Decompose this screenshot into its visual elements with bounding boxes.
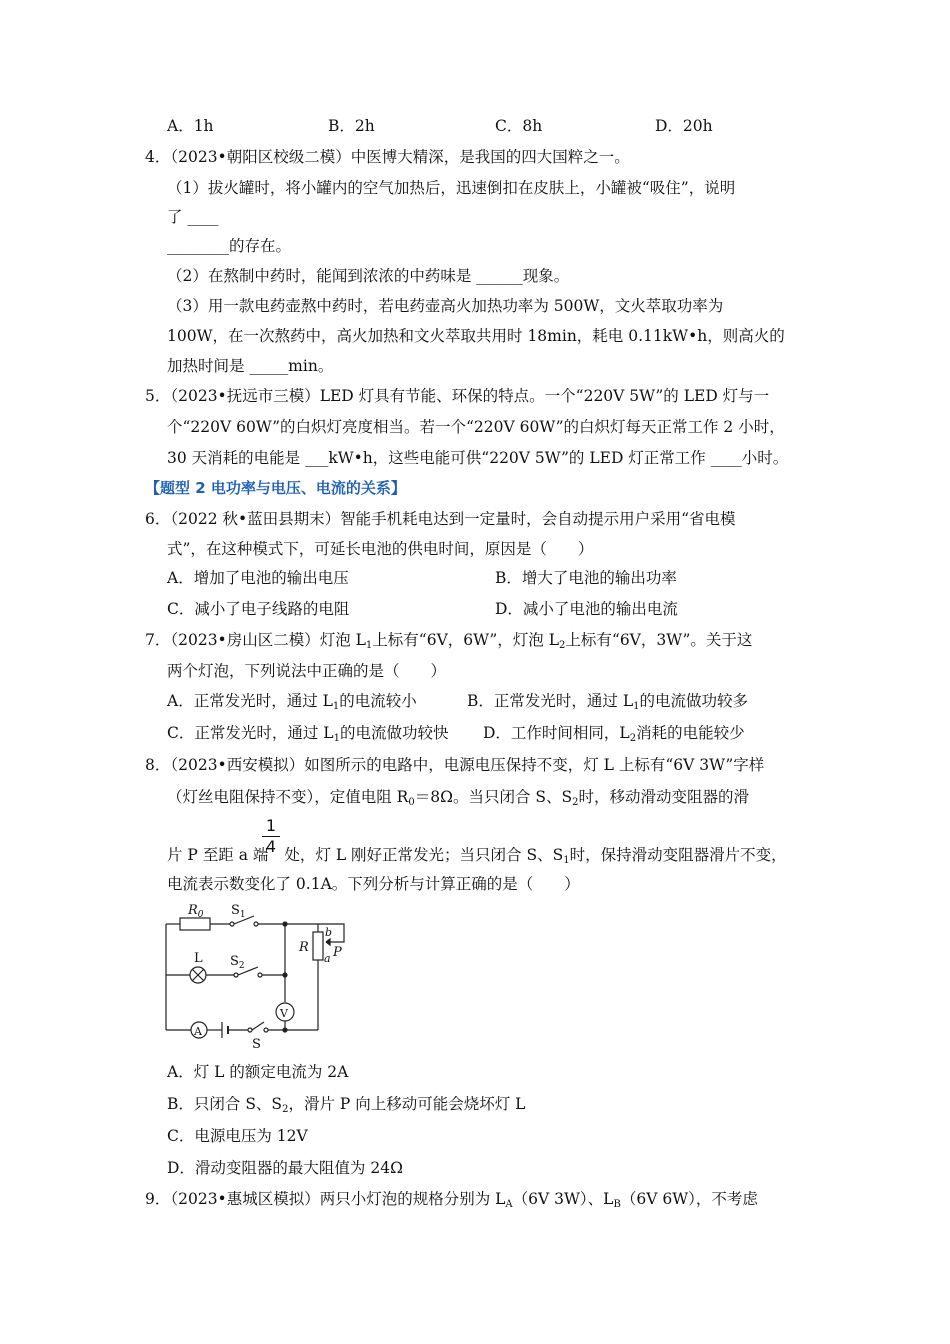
junction-dot [283, 973, 287, 977]
switch-s1-contact [254, 922, 258, 926]
q7-option-b: B．正常发光时，通过 $L_1$的电流做功较多 [467, 692, 749, 712]
label-b: b [325, 926, 333, 939]
q4-part1-line3: ________的存在。 [167, 237, 292, 255]
label-a: a [324, 952, 331, 965]
q6-option-d: D．减小了电池的输出电流 [495, 600, 678, 618]
q3-option-a: A．1h [167, 117, 214, 135]
q5-line1: 5．（2023•抚远市三模）LED 灯具有节能、环保的特点。一个“220V 5W”的 LED 灯与一 [145, 387, 770, 405]
label-s2: $S_2$ [230, 954, 245, 971]
q7-option-a: A．正常发光时，通过 $L_1$的电流较小 [167, 692, 417, 712]
switch-s2-contact [234, 973, 238, 977]
q3-option-b: B．2h [328, 117, 375, 135]
q3-option-d: D．20h [655, 117, 713, 135]
q6-line1: 6．（2022 秋•蓝田县期末）智能手机耗电达到一定量时，会自动提示用户采用“省电模 [145, 510, 736, 528]
switch-s1-contact [230, 922, 234, 926]
q8-option-a: A．灯 L 的额定电流为 2A [167, 1063, 349, 1081]
rheostat-r [313, 932, 323, 960]
label-s1: $S_1$ [231, 903, 246, 920]
fraction-denominator: 4 [265, 837, 277, 856]
label-a-meter: A [194, 1025, 202, 1038]
q7-line1: 7．（2023•房山区二模）灯泡 $L_1$上标有“6V，6W”，灯泡 $L_2$上标有“6V，3W”。关于这 [145, 631, 753, 651]
q8-line1: 8．（2023•西安模拟）如图所示的电路中，电源电压保持不变，灯 L 上标有“6V 3W”字样 [145, 756, 765, 774]
q8-option-c: C．电源电压为 12V [167, 1127, 308, 1145]
q7-option-d: D．工作时间相同，$L_2$消耗的电能较少 [483, 724, 745, 744]
q7-line2: 两个灯泡，下列说法中正确的是（ ） [167, 662, 447, 680]
label-r: R [299, 940, 309, 955]
q7-option-c: C．正常发光时，通过 $L_1$的电流做功较快 [167, 724, 449, 744]
q6-option-b: B．增大了电池的输出功率 [495, 569, 677, 587]
label-p: P [333, 945, 342, 960]
q4-part3-line3: 加热时间是 _____min。 [167, 357, 334, 375]
slider-arrow [326, 939, 330, 945]
q4-stem: 4．（2023•朝阳区校级二模）中医博大精深，是我国的四大国粹之一。 [145, 148, 630, 166]
switch-s2-contact [258, 973, 262, 977]
q4-part3-line2: 100W，在一次熬药中，高火加热和文火萃取共用时 18min，耗电 0.11kW•h，则高火的 [167, 327, 785, 345]
section-heading: 【题型 2 电功率与电压、电流的关系】 [145, 479, 406, 497]
label-s: S [252, 1037, 261, 1050]
q4-part2: （2）在熬制中药时，能闻到浓浓的中药味是 ______现象。 [167, 267, 570, 285]
q5-line2: 个“220V 60W”的白炽灯亮度相当。若一个“220V 60W”的白炽灯每天正常工作 2 小时， [167, 418, 785, 436]
switch-s-blade [252, 1022, 264, 1030]
switch-s-contact [248, 1028, 252, 1032]
fraction-numerator: 1 [265, 816, 277, 835]
q6-option-a: A．增加了电池的输出电压 [167, 569, 349, 587]
q6-option-c: C．减小了电子线路的电阻 [167, 600, 350, 618]
q8-line3: 片 P 至距 a 端 处，灯 L 刚好正常发光；当只闭合 S、$S_1$时，保持滑动变阻器滑片不变， [167, 846, 787, 866]
q8-line4: 电流表示数变化了 0.1A。下列分析与计算正确的是（ ） [167, 875, 580, 893]
q6-line2: 式”，在这种模式下，可延长电池的供电时间，原因是（ ） [167, 540, 594, 558]
switch-s-contact [264, 1028, 268, 1032]
q3-option-c: C．8h [495, 117, 543, 135]
q8-option-b: B．只闭合 S、$S_2$，滑片 P 向上移动可能会烧坏灯 L [167, 1095, 526, 1115]
q8-line2: （灯丝电阻保持不变），定值电阻 $R_0=8\Omega$。当只闭合 S、$S_2$时，移动滑动变阻器的滑 [167, 788, 750, 808]
q4-part1-line1: （1）拔火罐时，将小罐内的空气加热后，迅速倒扣在皮肤上，小罐被“吸住”，说明 [167, 179, 736, 197]
q4-part3-line1: （3）用一款电药壶熬中药时，若电药壶高火加热功率为 500W，文火萃取功率为 [167, 297, 724, 315]
q4-part1-line2: 了 ____ [167, 208, 219, 226]
label-v: V [280, 1007, 288, 1020]
q8-option-d: D．滑动变阻器的最大阻值为 24Ω [167, 1159, 403, 1177]
label-r0: $R_0$ [188, 903, 204, 920]
q9-line1: 9．（2023•惠城区模拟）两只小灯泡的规格分别为 $L_A(6V$ 3W）、$L_B(6V$ 6W），不考虑 [145, 1190, 758, 1210]
label-l: L [194, 951, 203, 966]
q5-line3: 30 天消耗的电能是 ___kW•h，这些电能可供“220V 5W”的 LED 灯正常工作 ____小时。 [167, 449, 789, 467]
circuit-diagram [158, 900, 358, 1050]
junction-dot [283, 1028, 287, 1032]
r0-resistor [180, 918, 210, 930]
